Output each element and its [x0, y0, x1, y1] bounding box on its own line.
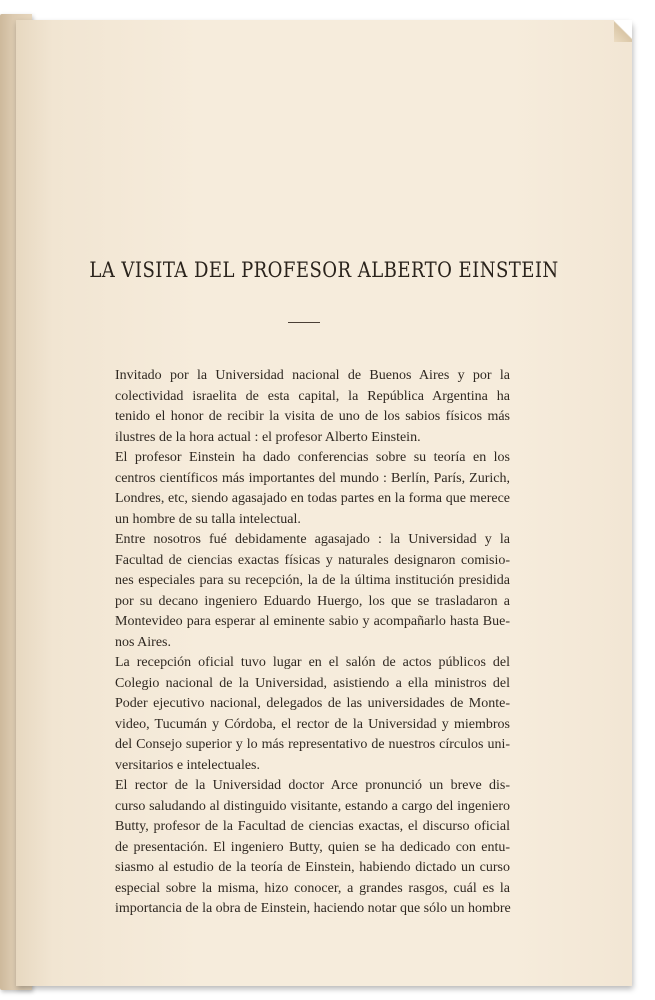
paragraph-4 — [115, 653, 510, 776]
text-line: importancia de la obra de Einstein, haciendo notar que sólo un hombre — [115, 901, 511, 916]
text-line: nes especiales para su recepción, la de la última institución presidida — [115, 573, 510, 588]
text-line: nos Aires. — [115, 634, 171, 650]
text-line: El profesor Einstein ha dado conferencias sobre su teoría en los — [115, 450, 510, 465]
text-line: centros científicos más importantes del mundo : Berlín, París, Zurich, — [115, 470, 510, 486]
text-line: La recepción oficial tuvo lugar en el salón de actos públicos del — [115, 655, 510, 670]
paragraph-5 — [115, 776, 510, 920]
text-line: versitarios e intelectuales. — [115, 757, 260, 773]
text-line: Londres, etc, siendo agasajado en todas partes en la forma que merece — [115, 491, 510, 506]
text-line: especial sobre la misma, hizo conocer, a grandes rasgos, cuál es la — [115, 880, 510, 896]
document-page — [16, 20, 632, 986]
text-line: de presentación. El ingeniero Butty, quien se ha dedicado con entu- — [115, 839, 510, 855]
text-line: El rector de la Universidad doctor Arce pronunció un breve dis- — [115, 778, 510, 793]
text-line: del Consejo superior y lo más representativo de nuestros círculos uni- — [115, 737, 510, 752]
body-text — [115, 366, 510, 920]
text-line: video, Tucumán y Córdoba, el rector de la Universidad y miembros — [115, 716, 510, 732]
text-line: Butty, profesor de la Facultad de ciencias exactas, el discurso oficial — [115, 819, 510, 834]
text-line: Invitado por la Universidad nacional de Buenos Aires y por la — [115, 368, 510, 383]
text-line: un hombre de su talla intelectual. — [115, 511, 301, 527]
text-line: Poder ejecutivo nacional, delegados de las universidades de Monte- — [115, 696, 510, 711]
text-line: tenido el honor de recibir la visita de uno de los sabios físicos más — [115, 409, 510, 424]
text-line: Colegio nacional de la Universidad, asistiendo a ella ministros del — [115, 675, 510, 691]
text-line: siasmo al estudio de la teoría de Einstein, habiendo dictado un curso — [115, 860, 510, 875]
text-line: colectividad israelita de esta capital, la República Argentina ha — [115, 388, 510, 404]
text-line: Facultad de ciencias exactas físicas y naturales designaron comisio- — [115, 552, 510, 568]
paragraph-1 — [115, 366, 510, 448]
text-line: por su decano ingeniero Eduardo Huergo, los que se trasladaron a — [115, 593, 510, 609]
page-corner-fold — [614, 20, 632, 42]
text-line: ilustres de la hora actual : el profesor Alberto Einstein. — [115, 429, 421, 445]
text-line: Entre nosotros fué debidamente agasajado : la Universidad y la — [115, 532, 510, 547]
document-title: LA VISITA DEL PROFESOR ALBERTO EINSTEIN — [89, 258, 559, 282]
paragraph-2 — [115, 448, 510, 530]
text-line: curso saludando al distinguido visitante, estando a cargo del ingeniero — [115, 798, 510, 814]
paragraph-3 — [115, 530, 510, 653]
title-divider — [288, 322, 320, 323]
text-line: Montevideo para esperar al eminente sabio y acompañarlo hasta Bue- — [115, 614, 510, 629]
